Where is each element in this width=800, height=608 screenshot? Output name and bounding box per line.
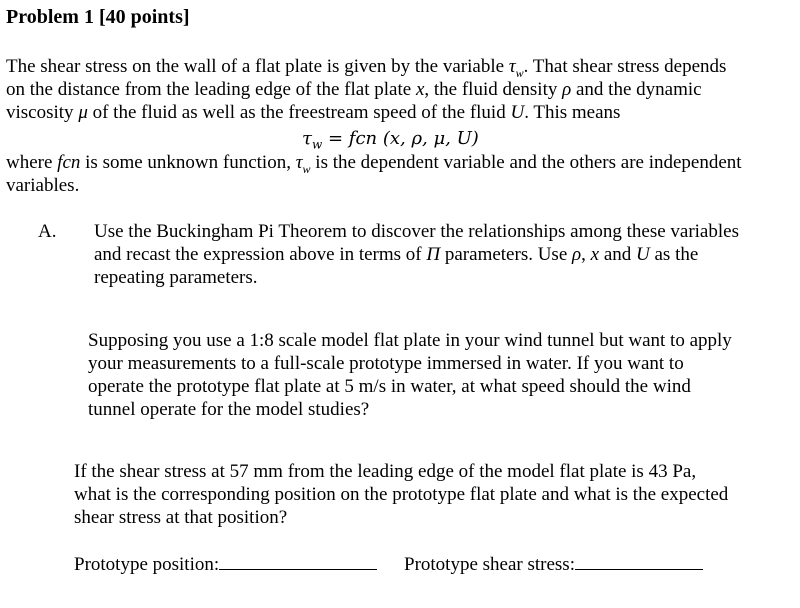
part-c-line-2: what is the corresponding position on the prototype flat plate and what is the expected <box>74 484 729 505</box>
intro-line-3: viscosity μ of the fluid as well as the freestream speed of the fluid U. This means <box>6 102 621 123</box>
governing-equation: $\tau_w$ = fcn (x, ρ, μ, U) <box>302 128 479 152</box>
problem-title: Problem 1 [40 points] <box>6 6 190 28</box>
intro-line-2: on the distance from the leading edge of the flat plate x, the fluid density ρ and the dynamic <box>6 79 702 100</box>
part-c-line-1: If the shear stress at 57 mm from the leading edge of the model flat plate is 43 Pa, <box>74 461 697 482</box>
where-line-1: where fcn is some unknown function, $\tau_w$ is the dependent variable and the others are independent <box>6 152 742 176</box>
tau-w-symbol: $\tau_w$ <box>508 56 524 80</box>
part-a-line-2: and recast the expression above in terms of Π parameters. Use ρ, x and U as the <box>94 244 699 265</box>
part-b-line-2: your measurements to a full-scale prototype immersed in water. If you want to <box>88 353 684 374</box>
prototype-stress-label: Prototype shear stress: <box>404 554 575 575</box>
part-a-line-3: repeating parameters. <box>94 267 258 288</box>
part-a-label: A. <box>38 221 57 242</box>
prototype-stress-blank[interactable] <box>575 553 703 570</box>
part-b-line-4: tunnel operate for the model studies? <box>88 399 370 420</box>
part-b-line-1: Supposing you use a 1:8 scale model flat plate in your wind tunnel but want to apply <box>88 330 732 351</box>
prototype-stress-row <box>404 553 703 576</box>
prototype-position-blank[interactable] <box>219 553 377 570</box>
intro-line-1: The shear stress on the wall of a flat plate is given by the variable $\tau_w$. That shear stress depends <box>6 56 727 80</box>
part-c-line-3: shear stress at that position? <box>74 507 288 528</box>
prototype-position-label: Prototype position: <box>74 554 220 575</box>
part-a-line-1: Use the Buckingham Pi Theorem to discover the relationships among these variables <box>94 221 739 242</box>
part-b-line-3: operate the prototype flat plate at 5 m/s in water, at what speed should the wind <box>88 376 691 397</box>
prototype-position-row <box>74 553 377 576</box>
where-line-2: variables. <box>6 175 80 196</box>
